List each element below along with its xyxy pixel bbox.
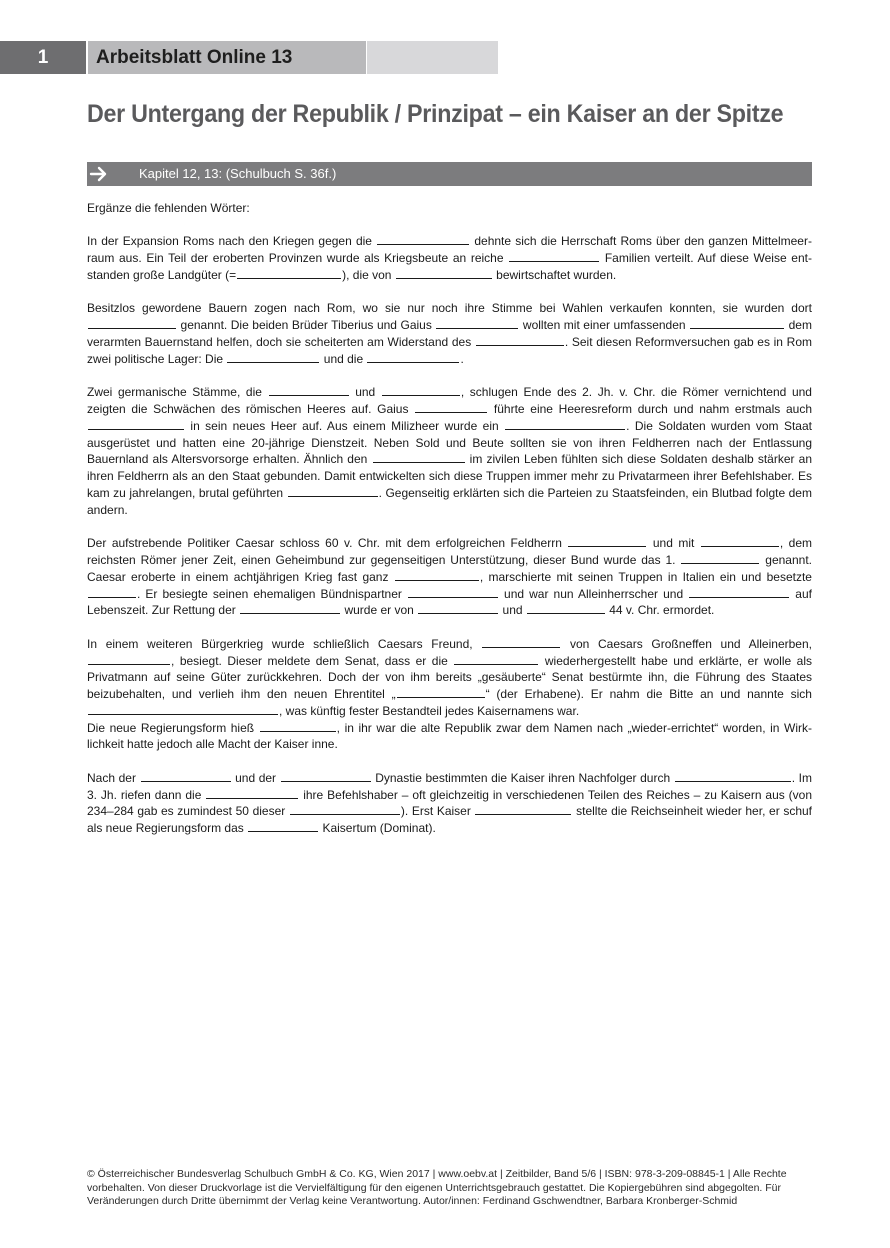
worksheet-content [87,200,812,854]
fill-blank[interactable] [377,233,469,245]
fill-blank[interactable] [681,552,759,564]
chapter-reference: Kapitel 12, 13: (Schulbuch S. 36f.) [139,166,337,181]
fill-blank[interactable] [415,401,487,413]
fill-blank[interactable] [373,451,465,463]
fill-blank[interactable] [281,770,371,782]
fill-blank[interactable] [675,770,791,782]
fill-blank[interactable] [88,317,176,329]
fill-blank[interactable] [260,720,336,732]
fill-blank[interactable] [454,653,538,665]
fill-blank[interactable] [269,384,349,396]
arrow-right-icon [89,164,109,184]
worksheet-header [0,41,498,74]
page-number: 1 [0,41,86,74]
fill-blank[interactable] [141,770,231,782]
fill-blank[interactable] [509,250,599,262]
fill-blank[interactable] [88,418,184,430]
fill-blank[interactable] [568,535,646,547]
fill-blank[interactable] [227,351,319,363]
worksheet-title: Arbeitsblatt Online 13 [88,41,366,74]
fill-blank[interactable] [288,485,378,497]
fill-blank[interactable] [396,267,492,279]
fill-blank[interactable] [418,602,498,614]
paragraph-dynasties: Nach der und der Dynastie bestimmten die Kaiser ihren Nachfolger durch . Im 3. Jh. riefen dann die ihre Befehlshaber – oft gleichzeitig in verschiedenen Teilen des Reiches – zu Kaisern aus (von 234–284 gab es zumindest 50 dieser ). Erst Kaiser stellte die Reichseinheit wieder her, er schuf als neue Regierungsform das Kaisertum (Dominat). [87,770,812,836]
fill-blank[interactable] [382,384,460,396]
paragraph-army-reform: Zwei germanische Stämme, die und , schlugen Ende des 2. Jh. v. Chr. die Römer vernichtend und zeigten die Schwächen des römischen Heeres auf. Gaius führte eine Heeresreform durch und nahm erstmals auch in sein neues Heer auf. Aus einem Milizheer wurde ein . Die Soldaten wurden vom Staat ausgerüstet und hatten eine 20-jährige Dienstzeit. Neben Sold und Beute sollten sie von ihren Feldherren nach der Entlassung Bauernland als Altersvorsorge erhalten. Ähnlich den im zivilen Leben fühlten sich diese Soldaten deshalb stärker an ihren Feldherrn als an den Staat gebunden. Damit entwickelten sich diese Truppen immer mehr zu Privatarmeen ihrer Befehlshaber. Es kam zu jahrelangen, brutal geführten . Gegenseitig erklärten sich die Parteien zu Staatsfeinden, ein Blutbad folgte dem andern. [87,385,813,517]
fill-blank[interactable] [527,602,605,614]
instruction: Ergänze die fehlenden Wörter: [87,201,250,215]
fill-blank[interactable] [88,653,170,665]
fill-blank[interactable] [475,803,571,815]
fill-blank[interactable] [436,317,518,329]
fill-blank[interactable] [395,569,479,581]
fill-blank[interactable] [367,351,459,363]
fill-blank[interactable] [701,535,779,547]
paragraph-expansion: In der Expansion Roms nach den Kriegen gegen die dehnte sich die Herrschaft Roms über den ganzen Mittelmeerraum aus. Ein Teil der eroberten Provinzen wurde als Kriegsbeute an reiche Familien verteilt. Auf diese Weise entstanden große Landgüter (= ), die von bewirtschaftet wurden. [87,234,812,282]
paragraph-augustus: In einem weiteren Bürgerkrieg wurde schließlich Caesars Freund, von Caesars Großneffen und Alleinerben, , besiegt. Dieser meldete dem Senat, dass er die wiederhergestellt habe und erklärte, er wolle als Privatmann auf seine Güter zurückkehren. Doch der von ihm bereits „gesäuberte“ Senat bestürmte ihn, die Führung des Staates beizubehalten, und verlieh ihm den neuen Ehrentitel „ “ (der Erhabene). Er nahm die Bitte an und nannte sich , was künftig fester Bestandteil jedes Kaisernamens war. [87,636,813,718]
fill-blank[interactable] [397,686,485,698]
fill-blank[interactable] [505,418,625,430]
copyright-footer: © Österreichischer Bundesverlag Schulbuch GmbH & Co. KG, Wien 2017 | www.oebv.at | Zeitbilder, Band 5/6 | ISBN: 978-3-209-08845-1 | Alle Rechte vorbehalten. Von dieser Druckvorlage ist die Vervielfältigung für den eigenen Unterrichtsgebrauch gestattet. Die Kopiergebühren sind abgegolten. Für Veränderungen durch Dritte übernimmt der Verlag keine Verantwortung. Autor/innen: Ferdinand Gschwendtner, Barbara Kronberger-Schmid [87,1168,787,1208]
fill-blank[interactable] [408,586,498,598]
fill-blank[interactable] [88,703,278,715]
fill-blank[interactable] [290,803,400,815]
paragraph-prinzipat: Die neue Regierungsform hieß , in ihr war die alte Republik zwar dem Namen nach „wieder-errichtet“ worden, in Wirklichkeit hatte jedoch alle Macht der Kaiser inne. [87,720,812,752]
paragraph-caesar: Der aufstrebende Politiker Caesar schloss 60 v. Chr. mit dem erfolgreichen Feldherrn und mit , dem reichsten Römer jener Zeit, einen Geheimbund zur gegenseitigen Unterstützung, dieser Bund wurde das 1. genannt. Caesar eroberte in einem achtjährigen Krieg fast ganz , marschierte mit seinen Truppen in Italien ein und besetzte . Er besiegte seinen ehemaligen Bündnispartner und war nun Alleinherrscher und auf Lebenszeit. Zur Rettung der wurde er von und 44 v. Chr. ermordet. [87,536,812,618]
fill-blank[interactable] [248,820,318,832]
fill-blank[interactable] [689,586,789,598]
fill-blank[interactable] [690,317,784,329]
page-title: Der Untergang der Republik / Prinzipat – ein Kaiser an der Spitze [87,100,784,128]
fill-blank[interactable] [206,787,298,799]
chapter-bar [87,162,812,186]
fill-blank[interactable] [240,602,340,614]
fill-blank[interactable] [237,267,341,279]
header-accent [367,41,498,74]
fill-blank[interactable] [482,636,560,648]
paragraph-gracchi: Besitzlos gewordene Bauern zogen nach Rom, wo sie nur noch ihre Stimme bei Wahlen verkaufen konnten, sie wurden dort genannt. Die beiden Brüder Tiberius und Gaius wollten mit einer umfassenden dem verarmten Bauernstand helfen, doch sie scheiterten am Widerstand des . Seit diesen Reformversuchen gab es in Rom zwei politische Lager: Die und die . [87,301,812,366]
fill-blank[interactable] [476,334,564,346]
fill-blank[interactable] [88,586,136,598]
